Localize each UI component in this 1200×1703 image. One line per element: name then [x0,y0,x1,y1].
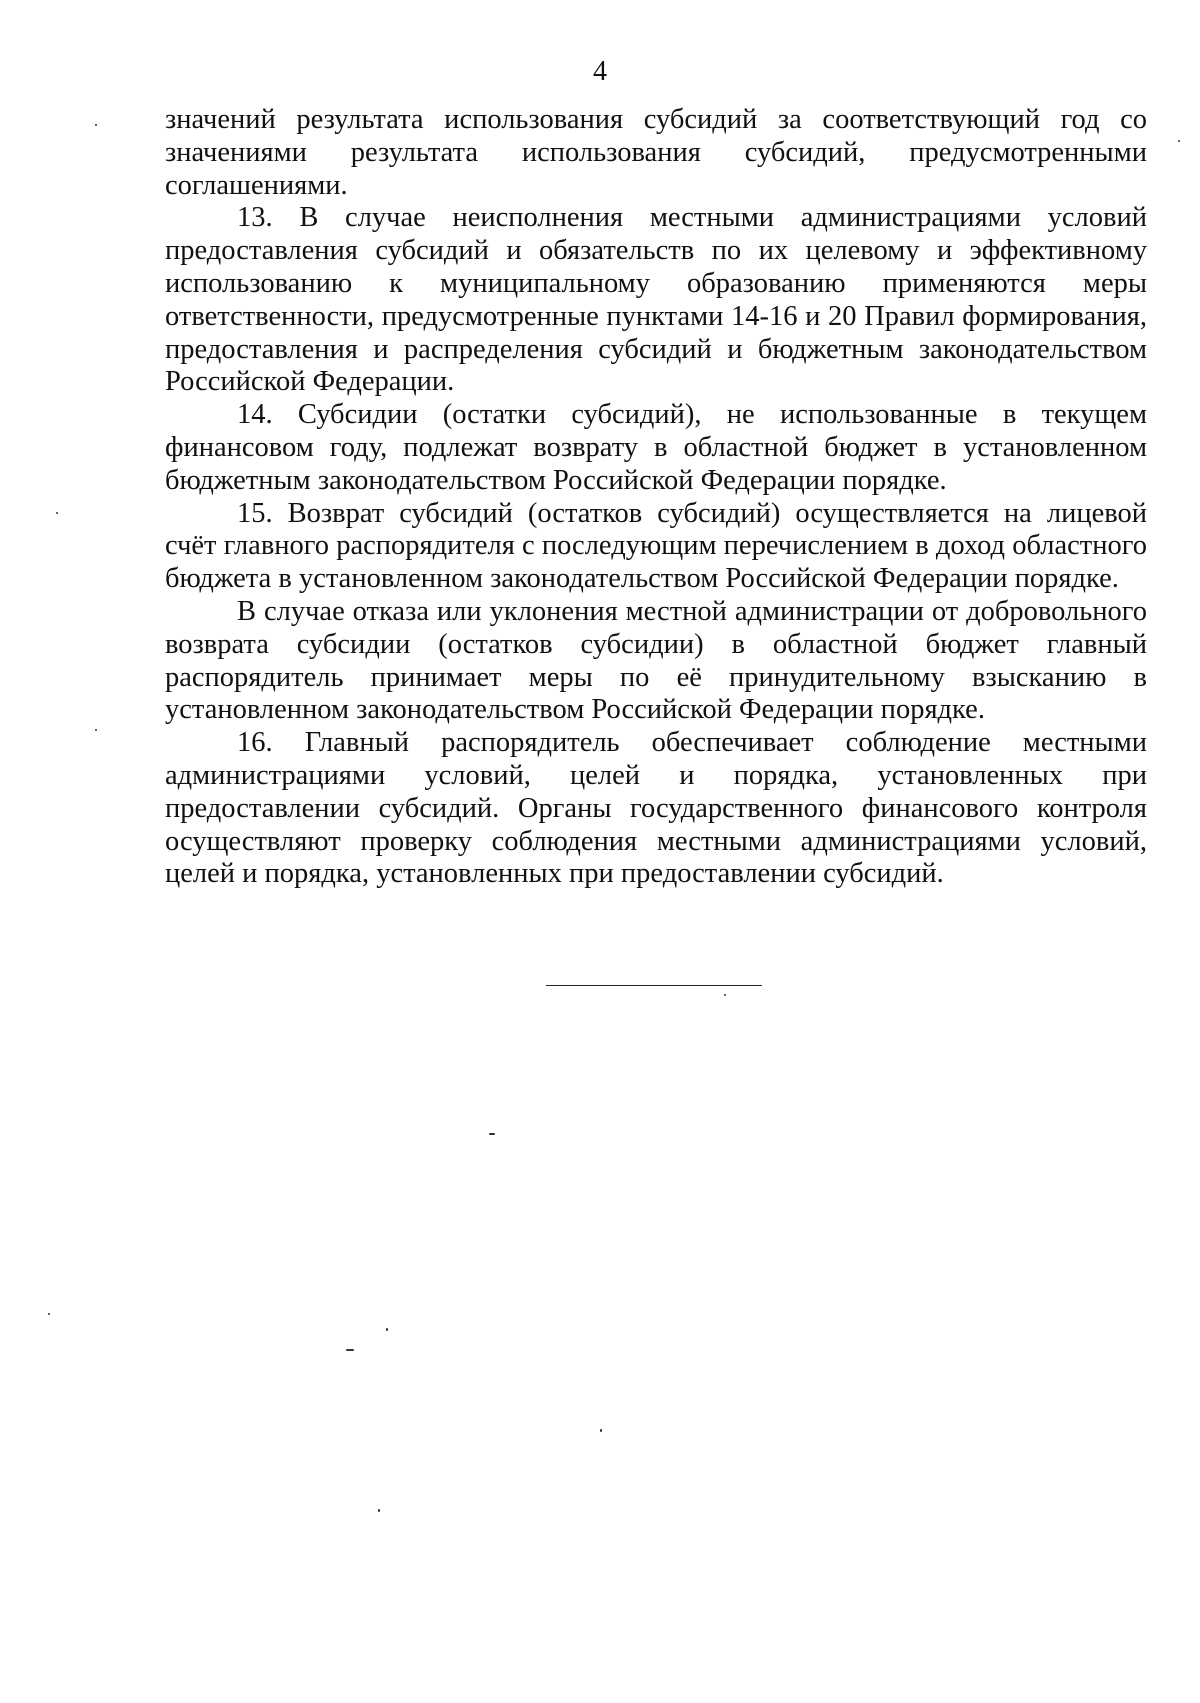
scan-speck [724,994,726,996]
scan-speck [386,1328,388,1331]
paragraph-item-15-continued: В случае отказа или уклонения местной администрации от добровольного возврата субсидии (остатков субсидии) в областной бюджет главный распорядитель принимает меры по её принудительному взысканию в установленном законодательством Российской Федерации порядке. [165,595,1147,726]
paragraph-item-13: 13. В случае неисполнения местными администрациями условий предоставления субсидий и обязательств по их целевому и эффективному использованию к муниципальному образованию применяются меры ответственности, предусмотренные пунктами 14-16 и 20 Правил формирования, предоставления и распределения субсидий и бюджетным законодательством Российской Федерации. [165,202,1147,398]
scan-speck [1178,140,1180,142]
paragraph-item-15: 15. Возврат субсидий (остатков субсидий) осуществляется на лицевой счёт главного распорядителя с последующим перечислением в доход областного бюджета в установленном законодательством Российской Федерации порядке. [165,497,1147,595]
scan-speck [378,1509,380,1512]
paragraph-item-14: 14. Субсидии (остатки субсидий), не использованные в текущем финансовом году, подлежат возврату в областной бюджет в установленном бюджетным законодательством Российской Федерации порядке. [165,399,1147,496]
scan-speck [600,1429,602,1432]
page-number: 4 [593,56,607,87]
scan-speck [346,1349,354,1351]
paragraph-continuation: значений результата использования субсидий за соответствующий год со значениями результата использования субсидий, предусмотренными соглашениями. [165,104,1147,201]
scan-speck [95,124,97,126]
scan-speck [56,512,58,514]
scan-speck [489,1133,495,1135]
scan-speck [95,729,97,731]
scan-speck [48,1313,50,1315]
paragraph-item-16: 16. Главный распорядитель обеспечивает соблюдение местными администрациями условий, целей и порядка, установленных при предоставлении субсидий. Органы государственного финансового контроля осуществляют проверку соблюдения местными администрациями условий, целей и порядка, установленных при предоставлении субсидий. [165,727,1147,890]
document-end-rule [546,985,762,986]
document-body [165,104,1147,891]
